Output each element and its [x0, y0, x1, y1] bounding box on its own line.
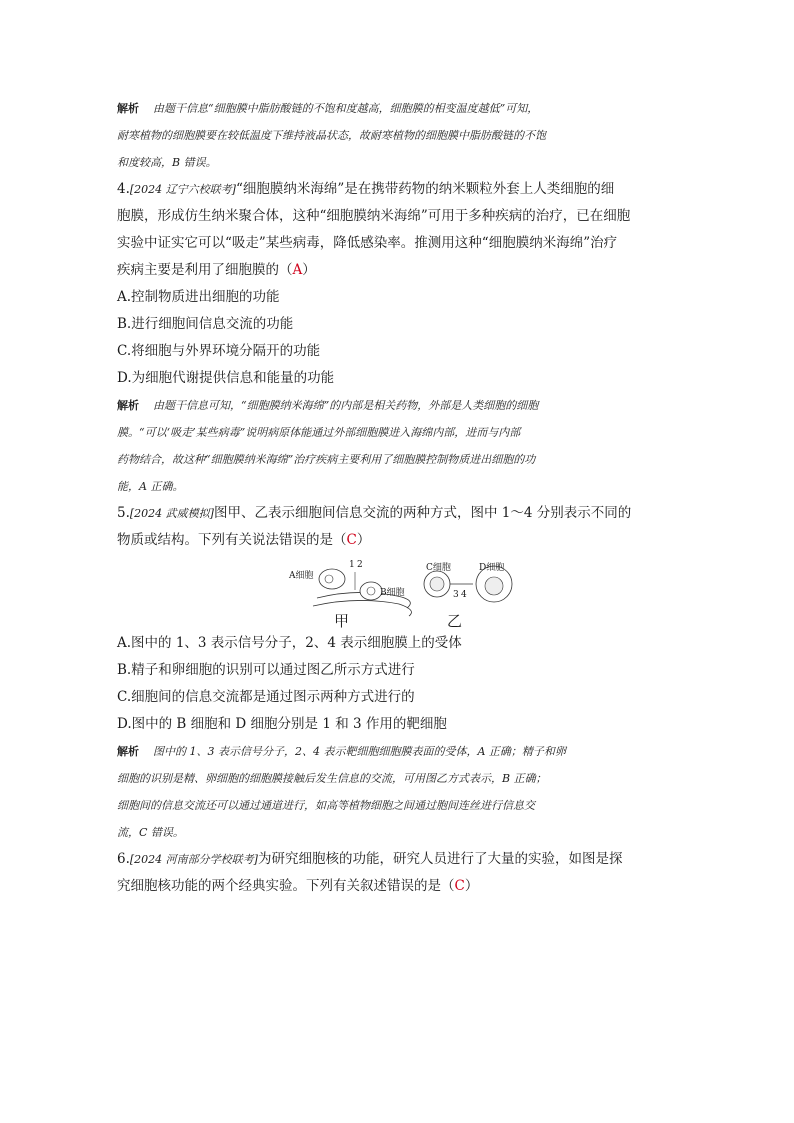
q3-explanation: 解析 由题干信息“细胞膜中脂肪酸链的不饱和度越高，细胞膜的相变温度越低”可知， 耐寒植物的细胞膜要在较低温度下维持液晶状态，故耐寒植物的细胞膜中脂肪酸链的不饱 和度较高，B 错误。 [117, 102, 546, 169]
explanation-tag: 解析 [117, 102, 139, 115]
cell-d-label: D细胞 [479, 563, 505, 573]
q5-answer: C [346, 532, 357, 548]
q5-figure [117, 558, 677, 630]
q5-option-d: D.图中的 B 细胞和 D 细胞分别是 1 和 3 作用的靶细胞 [117, 716, 447, 732]
vessel-wall-bottom [313, 600, 411, 616]
q4-option-a: A.控制物质进出细胞的功能 [117, 289, 280, 305]
q4-option-c: C.将细胞与外界环境分隔开的功能 [117, 343, 321, 359]
label-3: 3 [453, 590, 459, 600]
caption-yi: 乙 [447, 612, 463, 630]
q5-stem: 5.[2024 武威模拟]图甲、乙表示细胞间信息交流的两种方式，图中 1～4 分别表示不同的 物质或结构。下列有关说法错误的是（C） [117, 505, 632, 548]
cell-c-label: C细胞 [426, 563, 451, 573]
cell-a-label: A细胞 [289, 571, 314, 581]
q4-source: [2024 辽宁六校联考] [129, 183, 236, 196]
q5-option-b: B.精子和卵细胞的识别可以通过图乙所示方式进行 [117, 662, 415, 678]
explanation-tag: 解析 [117, 745, 139, 758]
label-2: 2 [357, 560, 363, 570]
cell-c-nucleus [430, 577, 444, 591]
label-1: 1 [349, 560, 355, 570]
cell-b-label: B细胞 [380, 588, 405, 598]
document-page [117, 95, 677, 900]
q4-stem: 4.[2024 辽宁六校联考]“细胞膜纳米海绵”是在携带药物的纳米颗粒外套上人类细胞的细 胞膜，形成仿生纳米聚合体，这种“细胞膜纳米海绵”可用于多种疾病的治疗，已在细胞 实验中证实它可以“吸走”某些病毒，降低感染率。推测用这种“细胞膜纳米海绵”治疗 疾病主要是利用了细胞膜的（A） [117, 181, 631, 278]
q5-option-a: A.图中的 1、3 表示信号分子，2、4 表示细胞膜上的受体 [117, 635, 462, 651]
cell-d-nucleus [485, 577, 503, 595]
q6-answer: C [454, 878, 465, 894]
cell-a-nucleus [325, 575, 333, 583]
q5-source: [2024 武威模拟] [129, 507, 214, 520]
q4-option-b: B.进行细胞间信息交流的功能 [117, 316, 294, 332]
q4-answer: A [292, 262, 303, 278]
explanation-tag: 解析 [117, 399, 139, 412]
q5-option-c: C.细胞间的信息交流都是通过图示两种方式进行的 [117, 689, 415, 705]
q5-explanation: 解析 图中的 1、3 表示信号分子，2、4 表示靶细胞细胞膜表面的受体，A 正确；精子和卵 细胞的识别是精、卵细胞的细胞膜接触后发生信息的交流，可用图乙方式表示，B 正确； 细胞间的信息交流还可以通过通道进行，如高等植物细胞之间通过胞间连丝进行信息交 流，C 错误。 [117, 745, 566, 839]
q6-source: [2024 河南部分学校联考] [129, 853, 258, 866]
caption-jia: 甲 [334, 612, 350, 630]
q6-stem: 6.[2024 河南部分学校联考]为研究细胞核的功能，研究人员进行了大量的实验，如图是探 究细胞核功能的两个经典实验。下列有关叙述错误的是（C） [117, 851, 623, 894]
cell-b-nucleus [367, 587, 375, 595]
q4-explanation: 解析 由题干信息可知，“细胞膜纳米海绵”的内部是相关药物，外部是人类细胞的细胞 膜。“可以‘吸走’某些病毒”说明病原体能通过外部细胞膜进入海绵内部，进而与内部 药物结合，故这种“细胞膜纳米海绵”治疗疾病主要利用了细胞膜控制物质进出细胞的功 能，A 正确。 [117, 399, 539, 493]
q4-option-d: D.为细胞代谢提供信息和能量的功能 [117, 370, 335, 386]
label-4: 4 [461, 590, 467, 600]
